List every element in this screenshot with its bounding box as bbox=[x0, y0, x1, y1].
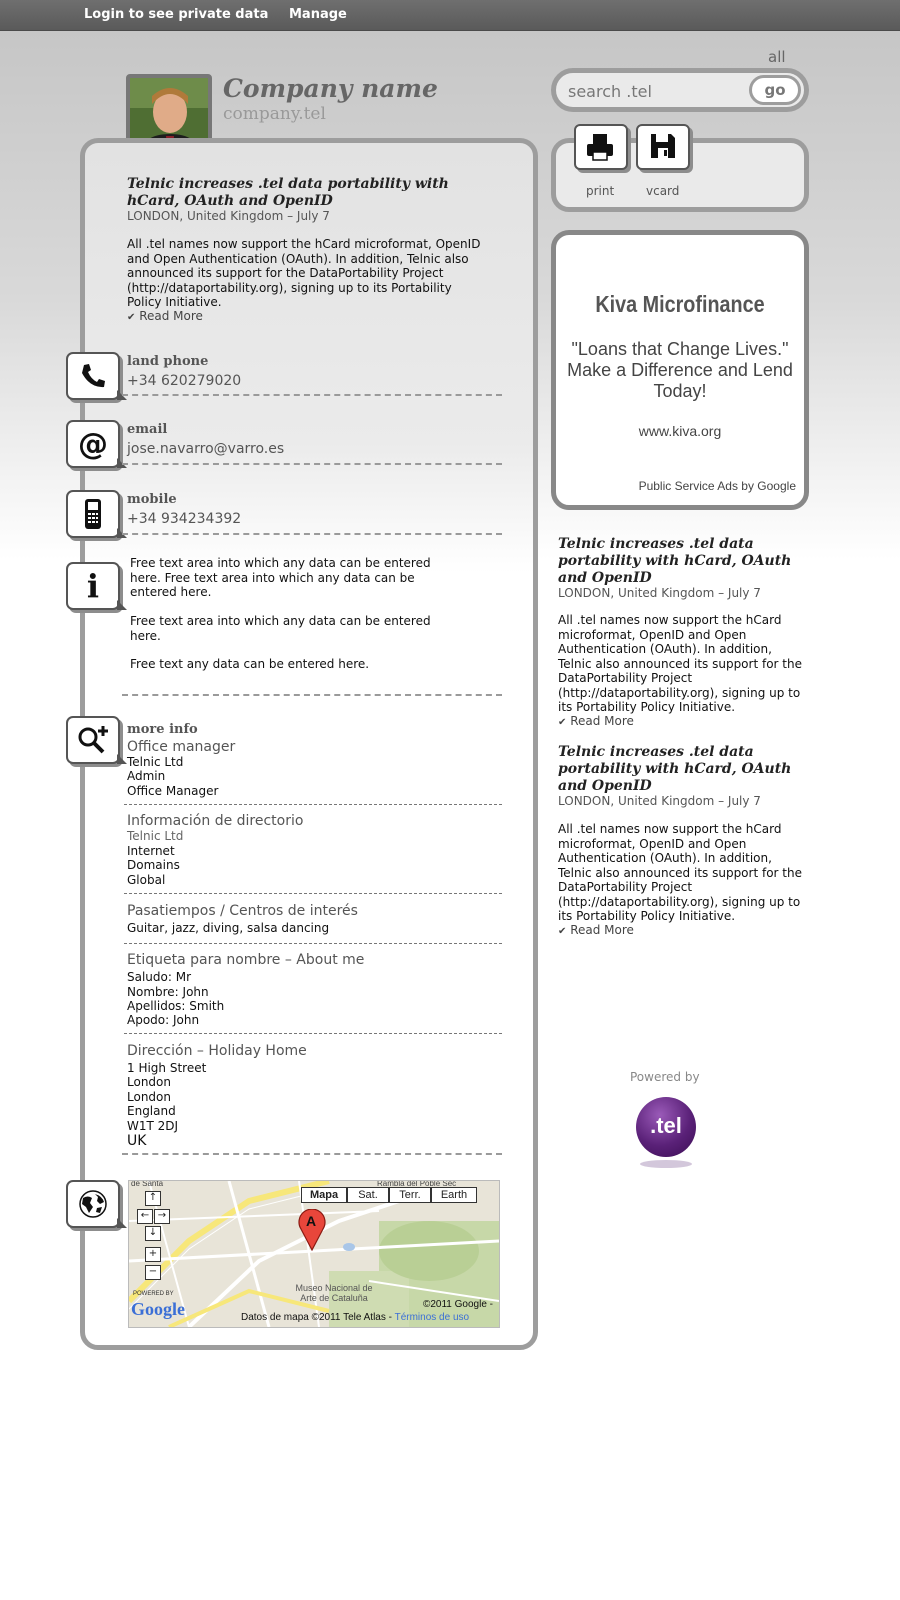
side-news-title[interactable]: Telnic increases .tel data portability with hCard, OAuth and OpenID bbox=[558, 744, 792, 794]
info-icon bbox=[66, 562, 120, 610]
zoom-out-button[interactable]: − bbox=[145, 1265, 161, 1280]
group-line: London bbox=[127, 1090, 171, 1104]
group-line: London bbox=[127, 1075, 171, 1089]
news-body: All .tel names now support the hCard microformat, OpenID and Open Authentication (OAuth). In addition, Telnic also announced its support for the DataPortability Project (http://dataportability.org), signing up to its Portability Policy Initiative. bbox=[127, 237, 481, 309]
group-line: Admin bbox=[127, 769, 166, 783]
checkmark-icon: ✔ bbox=[558, 926, 567, 937]
pan-left-button[interactable]: ← bbox=[137, 1209, 153, 1224]
globe-icon bbox=[66, 1180, 120, 1228]
divider bbox=[124, 943, 502, 944]
group-line: Apodo: John bbox=[127, 1013, 200, 1027]
free-text-1: Free text area into which any data can be entered here. Free text area into which any data can be entered here. bbox=[130, 556, 431, 599]
divider bbox=[122, 694, 502, 696]
manage-link[interactable]: Manage bbox=[289, 7, 347, 22]
mobile-phone-icon bbox=[66, 490, 120, 538]
group-line: Guitar, jazz, diving, salsa dancing bbox=[127, 921, 330, 935]
pan-up-button[interactable]: ↑ bbox=[145, 1191, 161, 1206]
map-powered-by: POWERED BY bbox=[133, 1291, 174, 1297]
magnifier-plus-icon bbox=[66, 716, 120, 764]
map-street-label: de Santa bbox=[131, 1180, 164, 1188]
checkmark-icon: ✔ bbox=[558, 717, 567, 728]
group-heading: Información de directorio bbox=[127, 813, 304, 829]
read-more-label: Read More bbox=[570, 714, 634, 728]
group-line: Office Manager bbox=[127, 784, 219, 798]
side-news-meta: LONDON, United Kingdom – July 7 bbox=[558, 586, 761, 600]
vcard-label[interactable]: vcard bbox=[646, 184, 680, 198]
go-button[interactable]: go bbox=[749, 75, 801, 105]
land-phone-value[interactable]: +34 620279020 bbox=[127, 373, 242, 389]
divider bbox=[122, 394, 502, 396]
search-box bbox=[551, 68, 809, 112]
phone-icon bbox=[66, 352, 120, 400]
free-text-3: Free text any data can be entered here. bbox=[130, 657, 370, 671]
tel-logo-shadow bbox=[640, 1160, 692, 1168]
group-line: Nombre: John bbox=[127, 985, 209, 999]
divider bbox=[122, 463, 502, 465]
map-marker-label: A bbox=[306, 1213, 317, 1229]
zoom-in-button[interactable]: + bbox=[145, 1247, 161, 1262]
pan-right-button[interactable]: → bbox=[154, 1209, 170, 1224]
side-news-body: All .tel names now support the hCard microformat, OpenID and Open Authentication (OAuth). In addition, Telnic also announced its support for the DataPortability Project (http://dataportability.org), signing up to its Portability Policy Initiative. bbox=[558, 822, 802, 923]
map-type-terr[interactable]: Terr. bbox=[389, 1187, 431, 1203]
map-marker[interactable] bbox=[297, 1209, 327, 1255]
map-attribution bbox=[241, 1312, 469, 1323]
floppy-disk-icon[interactable] bbox=[636, 124, 690, 170]
read-more-label: Read More bbox=[570, 923, 634, 937]
group-line: Global bbox=[127, 873, 166, 887]
map[interactable] bbox=[128, 1180, 500, 1328]
group-heading: Office manager bbox=[127, 739, 236, 755]
all-link[interactable]: all bbox=[768, 48, 786, 66]
read-more-link[interactable] bbox=[558, 714, 634, 728]
email-value[interactable]: jose.navarro@varro.es bbox=[127, 441, 285, 457]
group-heading: Dirección – Holiday Home bbox=[127, 1043, 307, 1059]
mobile-label: mobile bbox=[127, 492, 177, 507]
company-domain: company.tel bbox=[223, 104, 326, 124]
login-link[interactable]: Login to see private data bbox=[84, 7, 269, 22]
at-sign-icon bbox=[66, 420, 120, 468]
group-line: W1T 2DJ bbox=[127, 1119, 179, 1133]
news-title[interactable]: Telnic increases .tel data portability with hCard, OAuth and OpenID bbox=[127, 176, 449, 209]
free-text-2: Free text area into which any data can be entered here. bbox=[130, 614, 431, 643]
group-line: Telnic Ltd bbox=[127, 829, 184, 843]
divider bbox=[122, 1153, 502, 1155]
map-type-earth[interactable]: Earth bbox=[431, 1187, 477, 1203]
read-more-label: Read More bbox=[139, 309, 203, 323]
map-attribution-text: Datos de mapa ©2011 Tele Atlas - bbox=[241, 1312, 392, 1323]
powered-by-label: Powered by bbox=[630, 1070, 700, 1084]
divider bbox=[124, 893, 502, 894]
info-glyph: i bbox=[86, 567, 100, 605]
side-news-meta: LONDON, United Kingdom – July 7 bbox=[558, 794, 761, 808]
at-sign-glyph: @ bbox=[78, 426, 108, 462]
divider bbox=[124, 804, 502, 805]
side-news-title[interactable]: Telnic increases .tel data portability with hCard, OAuth and OpenID bbox=[558, 536, 792, 586]
pan-down-button[interactable]: ↓ bbox=[145, 1226, 161, 1241]
group-heading: Pasatiempos / Centros de interés bbox=[127, 903, 358, 919]
divider bbox=[122, 533, 502, 535]
map-terms-link[interactable]: Términos de uso bbox=[394, 1312, 470, 1323]
group-line: 1 High Street bbox=[127, 1061, 207, 1075]
map-street-label: Rambla del Poble Sec bbox=[377, 1180, 457, 1188]
google-logo[interactable]: Google bbox=[131, 1299, 185, 1319]
group-heading: Etiqueta para nombre – About me bbox=[127, 952, 365, 968]
map-poi-label: Museo Nacional de Arte de Cataluña bbox=[295, 1283, 373, 1303]
ad-box[interactable] bbox=[551, 230, 809, 510]
news-meta: LONDON, United Kingdom – July 7 bbox=[127, 209, 330, 223]
land-phone-label: land phone bbox=[127, 354, 209, 369]
map-type-sat[interactable]: Sat. bbox=[347, 1187, 389, 1203]
divider bbox=[124, 1033, 502, 1034]
ad-text: "Loans that Change Lives." Make a Difference and Lend Today! bbox=[567, 339, 793, 401]
group-line: Telnic Ltd bbox=[127, 755, 184, 769]
group-line: England bbox=[127, 1104, 176, 1118]
read-more-link[interactable] bbox=[558, 923, 634, 937]
mobile-value[interactable]: +34 934234392 bbox=[127, 511, 242, 527]
group-line: Saludo: Mr bbox=[127, 970, 192, 984]
group-line: Domains bbox=[127, 858, 180, 872]
email-label: email bbox=[127, 422, 168, 437]
company-name: Company name bbox=[223, 74, 438, 103]
read-more-link[interactable] bbox=[127, 309, 203, 323]
group-line: Apellidos: Smith bbox=[127, 999, 225, 1013]
map-copyright: ©2011 Google - bbox=[422, 1299, 493, 1310]
map-type-mapa[interactable]: Mapa bbox=[301, 1187, 347, 1203]
top-bar bbox=[0, 0, 900, 31]
more-info-label: more info bbox=[127, 722, 198, 737]
tel-logo[interactable]: .tel bbox=[636, 1097, 696, 1157]
print-label[interactable]: print bbox=[586, 184, 615, 198]
checkmark-icon: ✔ bbox=[127, 312, 136, 323]
ad-attribution[interactable]: Public Service Ads by Google bbox=[638, 479, 796, 493]
ad-url[interactable]: www.kiva.org bbox=[638, 423, 722, 439]
search-input[interactable] bbox=[566, 78, 750, 104]
side-news-body: All .tel names now support the hCard microformat, OpenID and Open Authentication (OAuth). In addition, Telnic also announced its support for the DataPortability Project (http://dataportability.org), signing up to its Portability Policy Initiative. bbox=[558, 613, 802, 714]
group-line: Internet bbox=[127, 844, 175, 858]
ad-title[interactable]: Kiva Microfinance bbox=[595, 291, 765, 317]
printer-icon[interactable] bbox=[574, 124, 628, 170]
group-line: UK bbox=[127, 1133, 147, 1149]
